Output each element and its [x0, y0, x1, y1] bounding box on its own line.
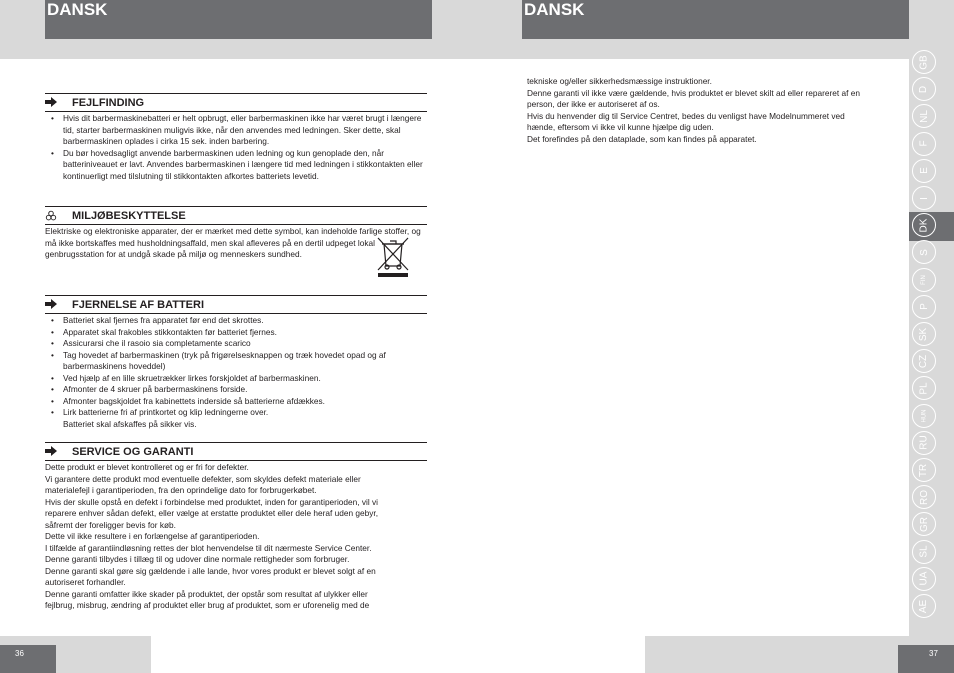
text-line: person, der ikke er autoriseret af os. [527, 99, 660, 109]
section-title: FJERNELSE AF BATTERI [72, 299, 205, 311]
text-line: Hvis du henvender dig til Service Centret, bedes du venligst have Modelnummeret ved [527, 110, 845, 121]
text-line: Det forefindes på den dataplade, som kan findes på apparatet. [527, 133, 757, 144]
list-item: • Tag hovedet af barbermaskinen (tryk på frigørelsesknappen og træk hovedet opad og af barbermaskinens hoveddel) [45, 350, 429, 373]
language-tab-nl[interactable] [912, 104, 936, 128]
page-number-right-box [898, 645, 954, 673]
section-header-troubleshooting [45, 93, 427, 112]
language-label: I [918, 196, 930, 200]
page-number-right: 37 [929, 649, 938, 658]
list-item: • Assicurarsi che il rasoio sia completamente scarico [45, 338, 429, 350]
language-tab-sl[interactable] [912, 540, 936, 564]
text-line: Denne garanti skal gøre sig gældende i alle lande, hvor vores produkt er blevet solgt af en [45, 565, 376, 576]
language-label: AE [918, 599, 930, 613]
text-line: Dette vil ikke resultere i en forlængelse af garantiperioden. [45, 531, 260, 541]
section-title: FEJLFINDING [72, 97, 145, 109]
language-tab-d[interactable] [912, 77, 936, 101]
list-item: • Batteriet skal fjernes fra apparatet før end det skrottes. [45, 315, 429, 327]
page-title-left: DANSK [47, 0, 108, 19]
section-title: SERVICE OG GARANTI [72, 446, 194, 458]
list-item: • Afmonter de 4 skruer på barbermaskinens forside. [45, 384, 429, 396]
text-line: reparere enhver sådan defekt, eller vælge at erstatte produktet eller dele heraf uden gebyr, [45, 508, 379, 518]
text-line: Denne garanti tilbydes i tillæg til og udover dine normale rettigheder som forbruger. [45, 554, 350, 564]
text-line: autoriseret forhandler. [45, 577, 126, 587]
text-line: tekniske og/eller sikkerhedsmæssige instruktioner. [527, 76, 712, 86]
weee-bin-icon [374, 236, 412, 278]
language-tab-ua[interactable] [912, 567, 936, 591]
right-column-text [527, 76, 907, 145]
service-body [45, 462, 429, 612]
language-tab-pl[interactable] [912, 376, 936, 400]
language-tab-gr[interactable] [912, 512, 936, 536]
section-header-service [45, 442, 427, 461]
text-line: fejlbrug, misbrug, ændring af produktet eller brug af produktet, som er uforenelig med de [45, 600, 370, 610]
language-label: SK [918, 327, 930, 341]
language-label: TR [918, 463, 930, 477]
troubleshooting-body [45, 113, 429, 182]
page-header-right [522, 0, 909, 39]
text-line: Vi garantere dette produkt mod eventuelle defekter, som skyldes defekt materiale eller [45, 473, 361, 484]
page-number-left-box [0, 645, 56, 673]
language-sidebar [909, 39, 954, 636]
battery-removal-body [45, 315, 429, 430]
language-label: S [918, 249, 930, 256]
section-title: MILJØBESKYTTELSE [72, 210, 186, 222]
language-label: F [918, 140, 930, 147]
language-tab-tr[interactable] [912, 458, 936, 482]
text-line: materialefejl i garantiperioden, fra den oprindelige dato for forbrugerkøbet. [45, 485, 317, 495]
language-label: HUN [921, 409, 927, 423]
language-label: DK [918, 218, 930, 233]
language-label: UA [918, 571, 930, 586]
environment-text: Elektriske og elektroniske apparater, der er mærket med dette symbol, kan indeholde farlige stoffer, og må ikke bortskaffes med husholdningsaffald, men skal afleveres på en dertil udpeget lokal genbrugsstation for at undgå skade på miljø og menneskers sundhed. [45, 226, 421, 259]
section-header-environment [45, 206, 427, 225]
page-header-left [45, 0, 432, 39]
language-label: P [918, 303, 930, 311]
list-item: • Ved hjælp af en lille skruetrækker lirkes forskjoldet af barbermaskinen. [45, 373, 429, 385]
language-label: D [918, 85, 930, 93]
list-item: • Apparatet skal frakobles stikkontakten før batteriet fjernes. [45, 327, 429, 339]
language-tab-i[interactable] [912, 186, 936, 210]
language-tab-sk[interactable] [912, 322, 936, 346]
language-tab-e[interactable] [912, 159, 936, 183]
language-label: RU [918, 435, 930, 451]
text-line: hænde, eftersom vi ikke vil kunne hjælpe dig uden. [527, 122, 714, 132]
language-tab-cz[interactable] [912, 349, 936, 373]
section-header-battery-removal [45, 295, 427, 314]
language-tab-dk[interactable] [912, 213, 936, 237]
language-tab-fin[interactable] [912, 268, 936, 292]
recycle-icon [45, 210, 57, 222]
language-tab-gb[interactable] [912, 50, 936, 74]
text-line: I tilfælde af garantiindløsning rettes der blot henvendelse til dit nærmeste Service Center. [45, 542, 372, 553]
language-label: NL [918, 109, 930, 123]
language-label: FIN [920, 274, 927, 285]
language-label: E [918, 167, 930, 175]
list-item: Batteriet skal afskaffes på sikker vis. [63, 418, 197, 429]
language-tab-ru[interactable] [912, 431, 936, 455]
arrow-right-icon [45, 446, 57, 458]
arrow-right-icon [45, 97, 57, 109]
text-line: såfremt der foreligger bevis for køb. [45, 519, 176, 530]
language-label: GR [918, 516, 930, 532]
language-label: GB [918, 54, 930, 70]
language-tab-ae[interactable] [912, 594, 936, 618]
language-tab-f[interactable] [912, 132, 936, 156]
language-tab-ro[interactable] [912, 485, 936, 509]
text-line: Hvis der skulle opstå en defekt i forbindelse med produktet, inden for garantiperioden, vil vi [45, 496, 378, 507]
language-label: CZ [918, 354, 930, 368]
language-label: PL [918, 382, 930, 395]
list-item: • Lirk batterierne fri af printkortet og klip ledningerne over. [45, 407, 429, 419]
list-item: • Hvis dit barbermaskinebatteri er helt opbrugt, eller barbermaskinen ikke har været brugt i længere tid, starter barbermaskinen muligvis ikke, når den anvendes med ledningen. Sker dette, skal barbermaskinen oplades i cirka 15 sek. inden barbering. [45, 113, 429, 148]
text-line: Dette produkt er blevet kontrolleret og er fri for defekter. [45, 462, 249, 472]
page-title-right: DANSK [524, 0, 585, 19]
language-tab-p[interactable] [912, 295, 936, 319]
language-tab-hun[interactable] [912, 404, 936, 428]
arrow-right-icon [45, 299, 57, 311]
language-tab-s[interactable] [912, 240, 936, 264]
page-number-left: 36 [15, 649, 24, 658]
list-item: • Du bør hovedsagligt anvende barbermaskinen uden ledning og kun genoplade den, når batteriniveauet er lavt. Anvendes barbermaskinen i længere tid med ledningen i stikkontakten eller kontinuerligt med tilslutning til stikkontakten afkortes batteriets levetid. [45, 148, 429, 183]
language-label: RO [918, 489, 930, 505]
language-label: SL [918, 545, 930, 558]
text-line: Denne garanti omfatter ikke skader på produktet, der opstår som resultat af ulykker eller [45, 588, 368, 599]
list-item: • Afmonter bagskjoldet fra kabinettets inderside så batterierne afdækkes. [45, 396, 429, 408]
text-line: Denne garanti vil ikke være gældende, hvis produktet er blevet skilt ad eller repareret af en [527, 87, 860, 98]
